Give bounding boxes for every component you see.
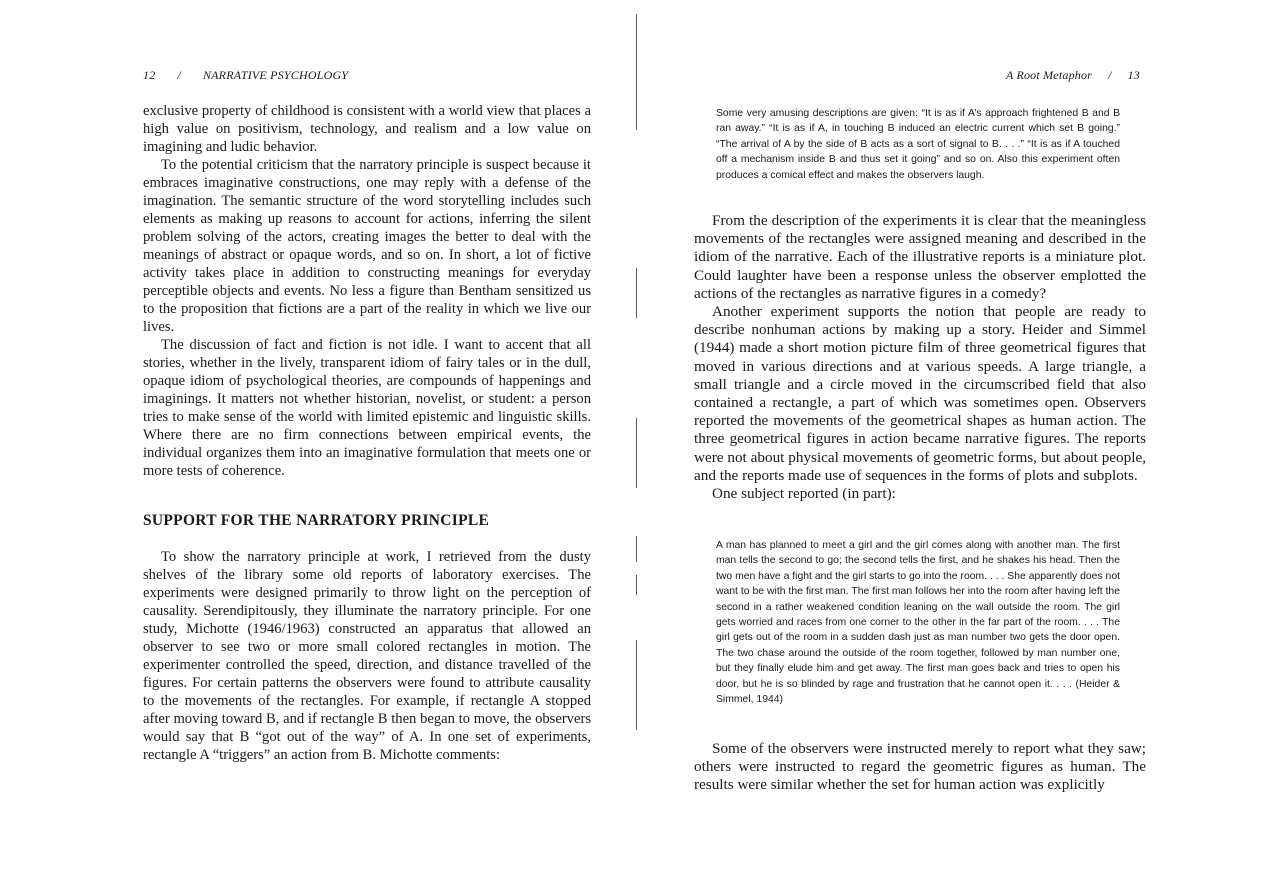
quote-text: Some very amusing descriptions are given: “It is as if A’s approach frightened B and B ran away.” “It is as if A, in touching B induced an electric current which set B going.” “The arrival of A by the side of B acts as a sort of signal to B. . . .” “It is as if A touched off a mechanism inside B and thus set it going” and so on. Also this experiment often produces a comical effect and makes the observers laugh. — [716, 108, 1120, 181]
section-heading: SUPPORT FOR THE NARRATORY PRINCIPLE — [143, 512, 490, 529]
gutter-line — [636, 14, 637, 130]
paragraph: exclusive property of childhood is consistent with a world view that places a high value on positivism, technology, and realism and a low value on imagining and ludic behavior. — [143, 103, 591, 155]
paragraph: Some of the observers were instructed merely to report what they saw; others were instructed to regard the geometric figures as human. The results were similar whether the set for human action was explicitly — [694, 740, 1146, 794]
paragraph: Another experiment supports the notion that people are ready to describe nonhuman actions by making up a story. Heider and Simmel (1944) made a short motion picture film of three geometrical figures that moved in various directions and at various speeds. A large triangle, a small triangle and a circle moved in the circumscribed field that also contained a rectangle, a part of which was sometimes open. Observers reported the movements of the geometrical shapes as human action. The three geometrical figures in action became narrative figures. The reports were not about physical movements of geometric forms, but about people, and the reports made use of sequences in the forms of plots and subplots. — [694, 303, 1146, 484]
section-body-text — [143, 548, 591, 764]
running-head-left — [143, 68, 348, 83]
paragraph: To the potential criticism that the narratory principle is suspect because it embraces imaginative constructions, one may reply with a defense of the imagination. The semantic structure of the word storytelling includes such elements as making up reasons to account for actions, inferring the silent problem solving of the actors, creating images the better to deal with the meanings of abstract or opaque words, and so on. In short, a lot of fictive activity takes place in addition to constructing meanings for everyday perceptible objects and events. No less a figure than Bentham sensitized us to the proposition that fictions are a part of the reality in which we live our lives. — [143, 157, 591, 335]
gutter-line — [636, 268, 637, 318]
quote-text: A man has planned to meet a girl and the girl comes along with another man. The first man tells the second to go; the second tells the first, and he shakes his head. Then the two men have a fight and the girl starts to go into the room. . . . She apparently does not want to be with the first man. The first man follows her into the room after having left the second in a rather weakened condition leaning on the wall outside the room. The girl gets worried and races from one corner to the other in the far part of the room. . . . The girl gets out of the room in a sudden dash just as man number two gets the door open. The two chase around the outside of the room together, followed by man number one, but they finally elude him and get away. The first man goes back and tries to open his door, but he is so blinded by rage and frustration that he cannot open it. . . . (Heider & Simmel, 1944) — [716, 540, 1120, 706]
running-head-separator: / — [177, 68, 181, 82]
body-text — [143, 102, 591, 480]
page-number: 13 — [1127, 68, 1140, 82]
gutter-line — [636, 418, 637, 488]
gutter-line — [636, 536, 637, 562]
page-number: 12 — [143, 68, 156, 82]
paragraph: The discussion of fact and fiction is not idle. I want to accent that all stories, whether in the lively, transparent idiom of fairy tales or in the dull, opaque idiom of psychological theories, are compounds of happenings and imaginings. It matters not whether historian, novelist, or student: a person tries to make sense of the world with limited epistemic and linguistic skills. Where there are no firm connections between empirical events, the individual organizes them into an imaginative formulation that meets one or more tests of coherence. — [143, 337, 591, 479]
paragraph: One subject reported (in part): — [712, 485, 896, 503]
gutter-line — [636, 575, 637, 595]
gutter-line — [636, 640, 637, 730]
running-head-right — [1006, 68, 1140, 83]
body-text — [694, 212, 1146, 503]
block-quote — [716, 538, 1120, 707]
running-title: NARRATIVE PSYCHOLOGY — [202, 68, 349, 82]
running-head-separator: / — [1108, 68, 1112, 82]
book-gutter — [636, 0, 638, 894]
paragraph: From the description of the experiments it is clear that the meaningless movements of the rectangles were assigned meaning and described in the idiom of the narrative. Each of the illustrative reports is a miniature plot. Could laughter have been a response unless the observer emplotted the actions of the rectangles as narrative figures in a comedy? — [694, 212, 1146, 302]
body-text-continued — [694, 740, 1146, 795]
block-quote — [716, 106, 1120, 183]
paragraph: To show the narratory principle at work, I retrieved from the dusty shelves of the library some old reports of laboratory exercises. The experiments were designed primarily to throw light on the perception of causality. Serendipitously, they illuminate the narratory principle. For one study, Michotte (1946/1963) constructed an apparatus that allowed an observer to see two or more small colored rectangles in motion. The experimenter controlled the speed, direction, and distance travelled of the figures. For certain patterns the observers were found to attribute causality to the movements of the rectangles. For example, if rectangle A stopped after moving toward B, and if rectangle B then began to move, the observers would say that B “got out of the way” of A. In one set of experiments, rectangle A “triggers” an action from B. Michotte comments: — [143, 549, 591, 763]
running-title: A Root Metaphor — [1005, 68, 1093, 82]
